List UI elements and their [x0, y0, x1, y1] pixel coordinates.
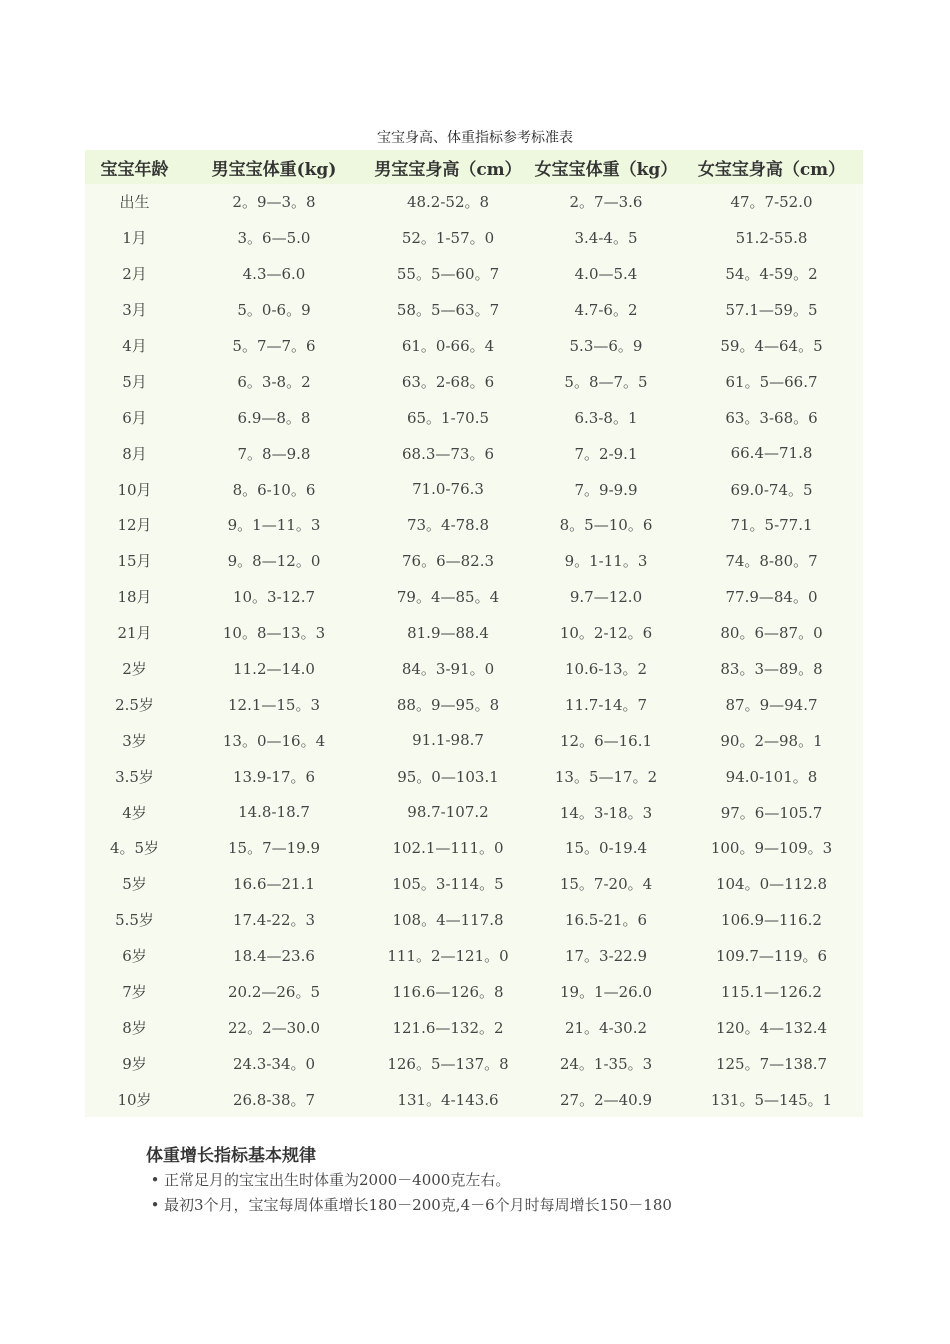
cell-age: 6月	[122, 408, 147, 427]
table-row	[85, 686, 863, 722]
cell-age: 9岁	[122, 1054, 147, 1073]
cell-age: 10月	[117, 480, 152, 499]
cell-girl-weight: 17。3-22.9	[564, 947, 648, 966]
cell-boy-height: 95。0—103.1	[397, 767, 499, 786]
cell-boy-weight: 8。6-10。6	[232, 480, 316, 499]
cell-boy-height: 58。5—63。7	[396, 301, 500, 320]
cell-age: 18月	[117, 588, 152, 607]
cell-boy-height: 116.6—126。8	[392, 983, 504, 1002]
cell-boy-height: 71.0-76.3	[412, 480, 484, 499]
table-row	[85, 471, 863, 507]
rule-item	[146, 1193, 906, 1218]
cell-girl-weight: 15。7-20。4	[559, 875, 653, 894]
bullet-icon: •	[150, 1171, 160, 1189]
cell-boy-height: 68.3—73。6	[401, 444, 495, 463]
cell-boy-weight: 3。6—5.0	[237, 229, 311, 248]
table-row	[85, 615, 863, 651]
table-row	[85, 866, 863, 902]
table-row	[85, 399, 863, 435]
header-age: 宝宝年龄	[85, 150, 184, 184]
cell-boy-weight: 7。8—9.8	[237, 444, 311, 463]
cell-boy-weight: 17.4-22。3	[232, 911, 316, 930]
cell-boy-height: 48.2-52。8	[406, 193, 490, 212]
cell-girl-height: 63。3-68。6	[725, 408, 818, 427]
cell-boy-weight: 10。3-12.7	[232, 588, 316, 607]
table-row	[85, 363, 863, 399]
cell-boy-weight: 13。0—16。4	[222, 731, 326, 750]
table-row	[85, 1081, 863, 1117]
cell-girl-height: 57.1—59。5	[725, 301, 818, 320]
cell-age: 1月	[122, 229, 147, 248]
table-row	[85, 256, 863, 292]
cell-girl-weight: 8。5—10。6	[559, 516, 653, 535]
cell-boy-height: 81.9—88.4	[407, 623, 489, 642]
cell-girl-height: 69.0-74。5	[730, 480, 813, 499]
cell-girl-weight: 12。6—16.1	[559, 731, 653, 750]
cell-boy-weight: 9。8—12。0	[227, 552, 321, 571]
cell-boy-height: 73。4-78.8	[406, 516, 490, 535]
cell-girl-weight: 2。7—3.6	[569, 193, 643, 212]
cell-boy-weight: 6。3-8。2	[237, 372, 311, 391]
cell-age: 4月	[122, 337, 147, 355]
cell-girl-height: 61。5—66.7	[725, 372, 818, 391]
cell-girl-height: 83。3—89。8	[720, 660, 823, 679]
cell-boy-weight: 5。7—7。6	[232, 337, 316, 355]
cell-age: 8岁	[122, 1018, 147, 1037]
table-row	[85, 220, 863, 256]
rule-item	[146, 1168, 906, 1193]
cell-girl-weight: 7。2-9.1	[574, 444, 638, 463]
cell-girl-weight: 10.6-13。2	[564, 660, 648, 679]
cell-age: 6岁	[122, 947, 147, 966]
cell-boy-height: 111。2—121。0	[387, 947, 509, 966]
cell-boy-weight: 22。2—30.0	[227, 1018, 321, 1037]
cell-age: 3月	[122, 301, 147, 320]
cell-girl-height: 109.7—119。6	[715, 947, 828, 966]
table-row	[85, 579, 863, 615]
cell-boy-weight: 13.9-17。6	[232, 767, 316, 786]
cell-age: 8月	[122, 444, 147, 463]
table-body	[85, 184, 863, 1117]
rule-text: 最初3个月，宝宝每周体重增长180－200克,4－6个月时每周增长150－180	[164, 1196, 672, 1214]
cell-girl-height: 131。5—145。1	[710, 1090, 833, 1109]
cell-age: 2月	[122, 265, 147, 284]
cell-age: 7岁	[122, 983, 147, 1002]
cell-girl-height: 106.9—116.2	[721, 910, 822, 929]
cell-girl-height: 66.4—71.8	[730, 444, 813, 463]
table-row	[85, 1045, 863, 1081]
table-row	[85, 938, 863, 974]
table-row	[85, 435, 863, 471]
cell-age: 10岁	[117, 1090, 152, 1109]
cell-age: 出生	[119, 193, 150, 212]
cell-girl-height: 94.0-101。8	[725, 767, 818, 786]
header-girl-weight: 女宝宝体重（kg）	[532, 150, 680, 184]
cell-boy-weight: 24.3-34。0	[232, 1054, 316, 1073]
cell-age: 5月	[122, 372, 147, 391]
cell-girl-weight: 9。1-11。3	[564, 552, 648, 571]
bullet-icon: •	[150, 1196, 160, 1214]
cell-boy-height: 79。4—85。4	[396, 588, 500, 607]
cell-girl-weight: 21。4-30.2	[564, 1018, 648, 1037]
table-row	[85, 328, 863, 364]
cell-age: 5岁	[122, 875, 147, 894]
cell-girl-height: 71。5-77.1	[730, 516, 813, 535]
table-caption: 宝宝身高、体重指标参考标准表	[377, 130, 573, 146]
cell-girl-weight: 24。1-35。3	[559, 1054, 653, 1073]
cell-boy-weight: 5。0-6。9	[237, 301, 311, 320]
cell-girl-weight: 19。1—26.0	[559, 983, 653, 1002]
cell-boy-weight: 2。9—3。8	[232, 193, 316, 212]
cell-girl-weight: 6.3-8。1	[574, 408, 638, 427]
cell-boy-height: 63。2-68。6	[401, 372, 495, 391]
cell-girl-height: 87。9—94.7	[725, 695, 818, 714]
cell-boy-weight: 9。1—11。3	[227, 516, 321, 535]
table-row	[85, 184, 863, 220]
cell-boy-height: 88。9—95。8	[396, 695, 500, 714]
cell-girl-weight: 27。2—40.9	[559, 1090, 653, 1109]
cell-boy-height: 52。1-57。0	[401, 229, 495, 248]
cell-girl-height: 74。8-80。7	[725, 552, 818, 571]
cell-girl-height: 120。4—132.4	[715, 1018, 828, 1037]
cell-age: 3.5岁	[115, 767, 154, 786]
cell-boy-height: 108。4—117.8	[392, 911, 504, 930]
cell-boy-height: 84。3-91。0	[401, 660, 495, 679]
cell-age: 4岁	[122, 803, 147, 822]
cell-age: 15月	[117, 552, 152, 571]
table-row	[85, 507, 863, 543]
table-header-row	[85, 150, 863, 184]
rules-title: 体重增长指标基本规律	[146, 1146, 316, 1166]
cell-boy-height: 131。4-143.6	[397, 1090, 499, 1109]
table-row	[85, 830, 863, 866]
cell-boy-height: 98.7-107.2	[407, 803, 489, 822]
cell-girl-height: 54。4-59。2	[725, 265, 818, 284]
cell-girl-height: 80。6—87。0	[720, 624, 823, 643]
header-boy-weight: 男宝宝体重(kg)	[184, 150, 364, 184]
cell-girl-weight: 10。2-12。6	[559, 624, 653, 643]
cell-girl-height: 51.2-55.8	[735, 228, 808, 247]
cell-girl-height: 97。6—105.7	[720, 803, 823, 822]
cell-boy-weight: 10。8—13。3	[222, 624, 326, 643]
growth-standard-table	[85, 150, 863, 1117]
cell-age: 5.5岁	[115, 911, 154, 930]
table-row	[85, 902, 863, 938]
cell-boy-weight: 6.9—8。8	[237, 408, 311, 427]
cell-girl-weight: 15。0-19.4	[564, 839, 648, 858]
cell-age: 2.5岁	[115, 695, 154, 714]
header-girl-height: 女宝宝身高（cm）	[680, 150, 863, 184]
cell-boy-height: 91.1-98.7	[412, 731, 484, 750]
table-row	[85, 974, 863, 1010]
cell-girl-weight: 4.0—5.4	[574, 264, 638, 283]
rule-text: 正常足月的宝宝出生时体重为2000－4000克左右。	[164, 1171, 511, 1189]
table-row	[85, 651, 863, 687]
cell-boy-height: 121.6—132。2	[392, 1018, 504, 1037]
cell-girl-height: 59。4—64。5	[720, 337, 823, 355]
cell-boy-height: 65。1-70.5	[406, 408, 490, 427]
cell-boy-weight: 26.8-38。7	[232, 1090, 316, 1109]
cell-girl-height: 90。2—98。1	[720, 731, 823, 750]
table-row	[85, 758, 863, 794]
cell-girl-weight: 5.3—6。9	[569, 337, 643, 355]
cell-age: 12月	[117, 516, 152, 535]
cell-boy-height: 76。6—82.3	[401, 552, 495, 571]
cell-age: 21月	[117, 624, 152, 643]
table-row	[85, 722, 863, 758]
table-row	[85, 292, 863, 328]
cell-girl-weight: 9.7—12.0	[569, 587, 643, 606]
cell-girl-height: 100。9—109。3	[710, 839, 833, 858]
cell-girl-height: 125。7—138.7	[715, 1054, 828, 1073]
cell-girl-height: 104。0—112.8	[715, 875, 828, 894]
table-row	[85, 794, 863, 830]
cell-boy-weight: 4.3—6.0	[242, 264, 306, 283]
cell-girl-weight: 16.5-21。6	[564, 911, 648, 930]
cell-boy-weight: 11.2—14.0	[233, 659, 315, 678]
cell-girl-weight: 3.4-4。5	[574, 229, 638, 248]
cell-boy-weight: 20.2—26。5	[227, 983, 321, 1002]
cell-boy-weight: 16.6—21.1	[233, 874, 315, 893]
cell-boy-height: 55。5—60。7	[396, 265, 500, 284]
cell-boy-weight: 12.1—15。3	[227, 695, 321, 714]
cell-boy-weight: 18.4—23.6	[233, 946, 315, 965]
cell-girl-weight: 5。8—7。5	[564, 372, 648, 391]
cell-boy-height: 102.1—111。0	[392, 839, 504, 858]
table-row	[85, 1009, 863, 1045]
cell-girl-weight: 11.7-14。7	[564, 695, 648, 714]
weight-growth-rules	[146, 1141, 906, 1218]
cell-girl-height: 115.1—126.2	[721, 982, 822, 1001]
cell-girl-weight: 7。9-9.9	[574, 480, 638, 499]
cell-boy-weight: 15。7—19.9	[227, 839, 321, 858]
cell-girl-height: 47。7-52.0	[730, 193, 813, 212]
cell-girl-weight: 14。3-18。3	[559, 803, 653, 822]
cell-girl-weight: 4.7-6。2	[574, 301, 638, 320]
cell-age: 3岁	[122, 731, 147, 750]
cell-age: 4。5岁	[109, 839, 160, 858]
cell-girl-height: 77.9—84。0	[725, 588, 818, 607]
header-boy-height: 男宝宝身高（cm）	[364, 150, 532, 184]
table-row	[85, 543, 863, 579]
cell-boy-weight: 14.8-18.7	[238, 803, 310, 822]
cell-age: 2岁	[122, 660, 147, 679]
cell-boy-height: 105。3-114。5	[392, 875, 504, 894]
cell-boy-height: 126。5—137。8	[387, 1054, 509, 1073]
cell-girl-weight: 13。5—17。2	[554, 767, 658, 786]
cell-boy-height: 61。0-66。4	[401, 337, 495, 355]
